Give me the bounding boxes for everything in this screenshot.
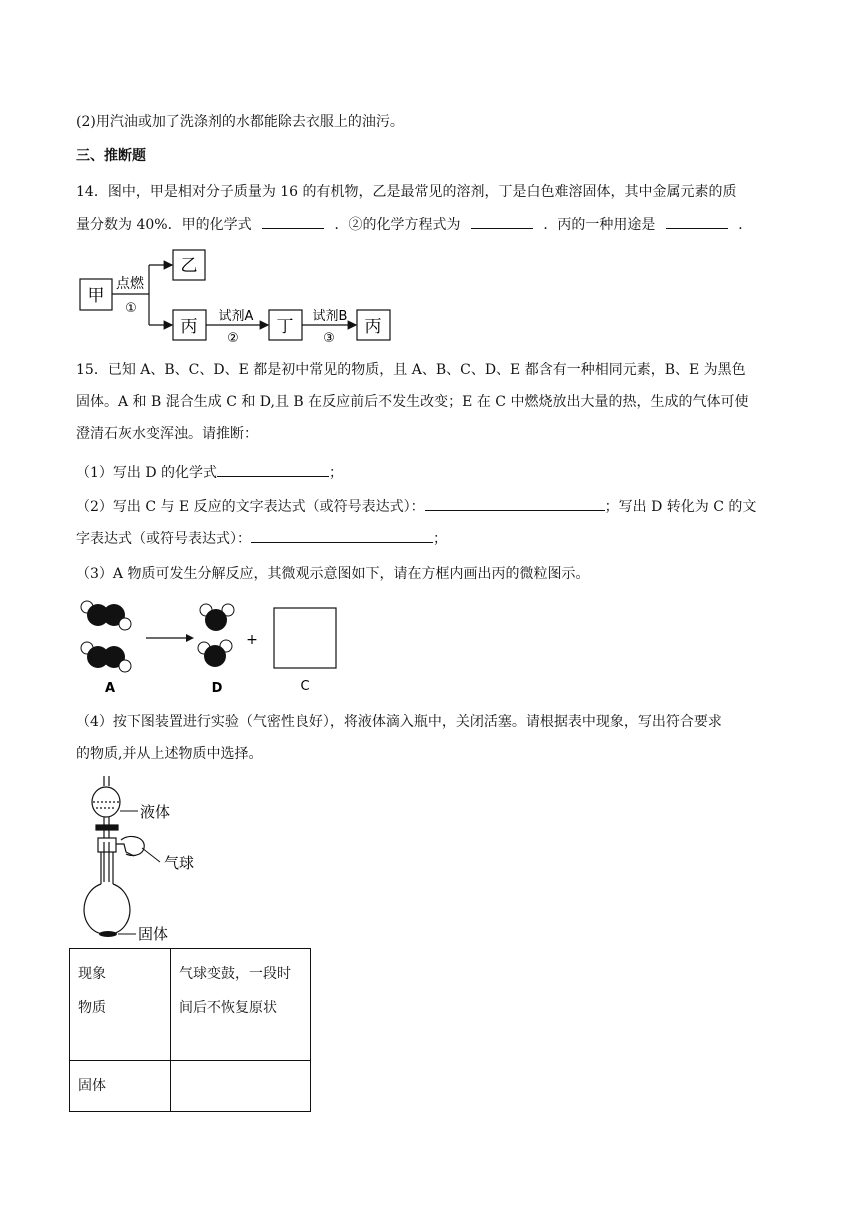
q15-p2-end: ；	[433, 531, 447, 547]
q15-part3: （3）A 物质可发生分解反应，其微观示意图如下，请在方框内画出丙的微粒图示。	[76, 566, 590, 582]
q14-text-b: ．②的化学方程式为	[334, 217, 461, 233]
arrow2-top-label: 试剂A	[218, 309, 254, 324]
solid-deposit	[99, 931, 117, 937]
table-cell-solid-answer[interactable]	[171, 1061, 311, 1112]
arrow1-bottom-label: ①	[125, 301, 137, 316]
q15-p1-end: ；	[329, 465, 344, 481]
q15-p2-mid: ；写出 D 转化为 C 的文	[604, 499, 757, 515]
section-heading: 三、推断题	[76, 148, 146, 164]
plus-sign: +	[246, 632, 258, 648]
molecule-d-2	[198, 640, 232, 667]
q15-line1: 15．已知 A、B、C、D、E 都是初中常见的物质，且 A、B、C、D、E 都含有一种相同元素，B、E 为黑色	[76, 362, 746, 378]
q15-line2: 固体。A 和 B 混合生成 C 和 D,且 B 在反应前后不发生改变；E 在 C 中燃烧放出大量的热，生成的气体可使	[76, 394, 749, 410]
q15-line3: 澄清石灰水变浑浊。请推断：	[76, 426, 258, 442]
q14-line2	[76, 214, 752, 235]
flask-icon	[84, 842, 130, 935]
q15-p2-text2: 字表达式（或符号表达式）：	[76, 531, 251, 547]
q14-text-a: 量分数为 40%．甲的化学式	[76, 217, 252, 233]
label-d: D	[211, 681, 223, 696]
q15-part1	[76, 462, 343, 483]
cell-label-phenomenon: 现象	[78, 966, 106, 982]
label-yi: 乙	[180, 256, 198, 276]
label-jia: 甲	[87, 286, 105, 306]
arrow3-bottom-label: ③	[323, 331, 335, 346]
q14-text-d: ．	[738, 217, 753, 233]
table-cell-header	[70, 949, 171, 1061]
table-cell-solid-label: 固体	[70, 1061, 171, 1112]
answer-box-c	[274, 608, 336, 668]
label-bing: 丙	[180, 317, 198, 337]
q15-p1-blank[interactable]	[217, 462, 329, 477]
q15-part2-line2	[76, 528, 447, 549]
label-liquid: 液体	[140, 803, 171, 821]
q15-part4-line2: 的物质,并从上述物质中选择。	[76, 746, 263, 762]
q13-part2-text: (2)用汽油或加了洗涤剂的水都能除去衣服上的油污。	[76, 114, 404, 130]
q15-p2-text: （2）写出 C 与 E 反应的文字表达式（或符号表达式）：	[76, 499, 425, 515]
label-solid: 固体	[138, 925, 169, 943]
q15-p2-blank1[interactable]	[425, 496, 605, 511]
label-c: C	[300, 679, 310, 694]
cell-label-substance: 物质	[78, 1000, 106, 1016]
arrow1-top-label: 点燃	[116, 276, 144, 292]
q14-flow-diagram	[76, 246, 406, 346]
q15-p2-blank2[interactable]	[251, 528, 433, 543]
q15-part4-line1: （4）按下图装置进行实验（气密性良好），将液体滴入瓶中，关闭活塞。请根据表中现象，写出符合要求	[76, 714, 722, 730]
label-bing-2: 丙	[364, 317, 382, 337]
molecule-a-1	[81, 601, 131, 630]
apparatus-diagram	[76, 772, 216, 944]
q14-line1: 14．图中，甲是相对分子质量为 16 的有机物，乙是最常见的溶剂，丁是白色难溶固体，其中金属元素的质	[76, 184, 737, 200]
q14-text-c: ．丙的一种用途是	[543, 217, 656, 233]
stopper	[98, 838, 116, 852]
micro-diagram	[76, 600, 356, 700]
arrow2-bottom-label: ②	[227, 331, 239, 346]
label-ding: 丁	[276, 317, 294, 337]
molecule-d-1	[200, 604, 234, 631]
table-row	[70, 1061, 311, 1112]
reaction-arrowhead	[186, 634, 194, 642]
funnel-icon	[92, 776, 120, 842]
observation-table	[69, 948, 311, 1112]
table-cell-phenomenon: 气球变鼓，一段时间后不恢复原状	[171, 949, 311, 1061]
q14-blank-equation[interactable]	[471, 214, 533, 229]
leader-balloon	[142, 848, 160, 862]
table-row	[70, 949, 311, 1061]
q14-blank-formula[interactable]	[262, 214, 324, 229]
q15-p1-text: （1）写出 D 的化学式	[76, 465, 218, 481]
q15-part2-line1	[76, 496, 756, 517]
molecule-a-2	[81, 642, 131, 672]
q14-blank-use[interactable]	[666, 214, 728, 229]
label-a: A	[104, 681, 116, 696]
balloon-icon	[116, 837, 144, 856]
label-balloon: 气球	[164, 854, 195, 872]
arrow3-top-label: 试剂B	[312, 309, 348, 324]
